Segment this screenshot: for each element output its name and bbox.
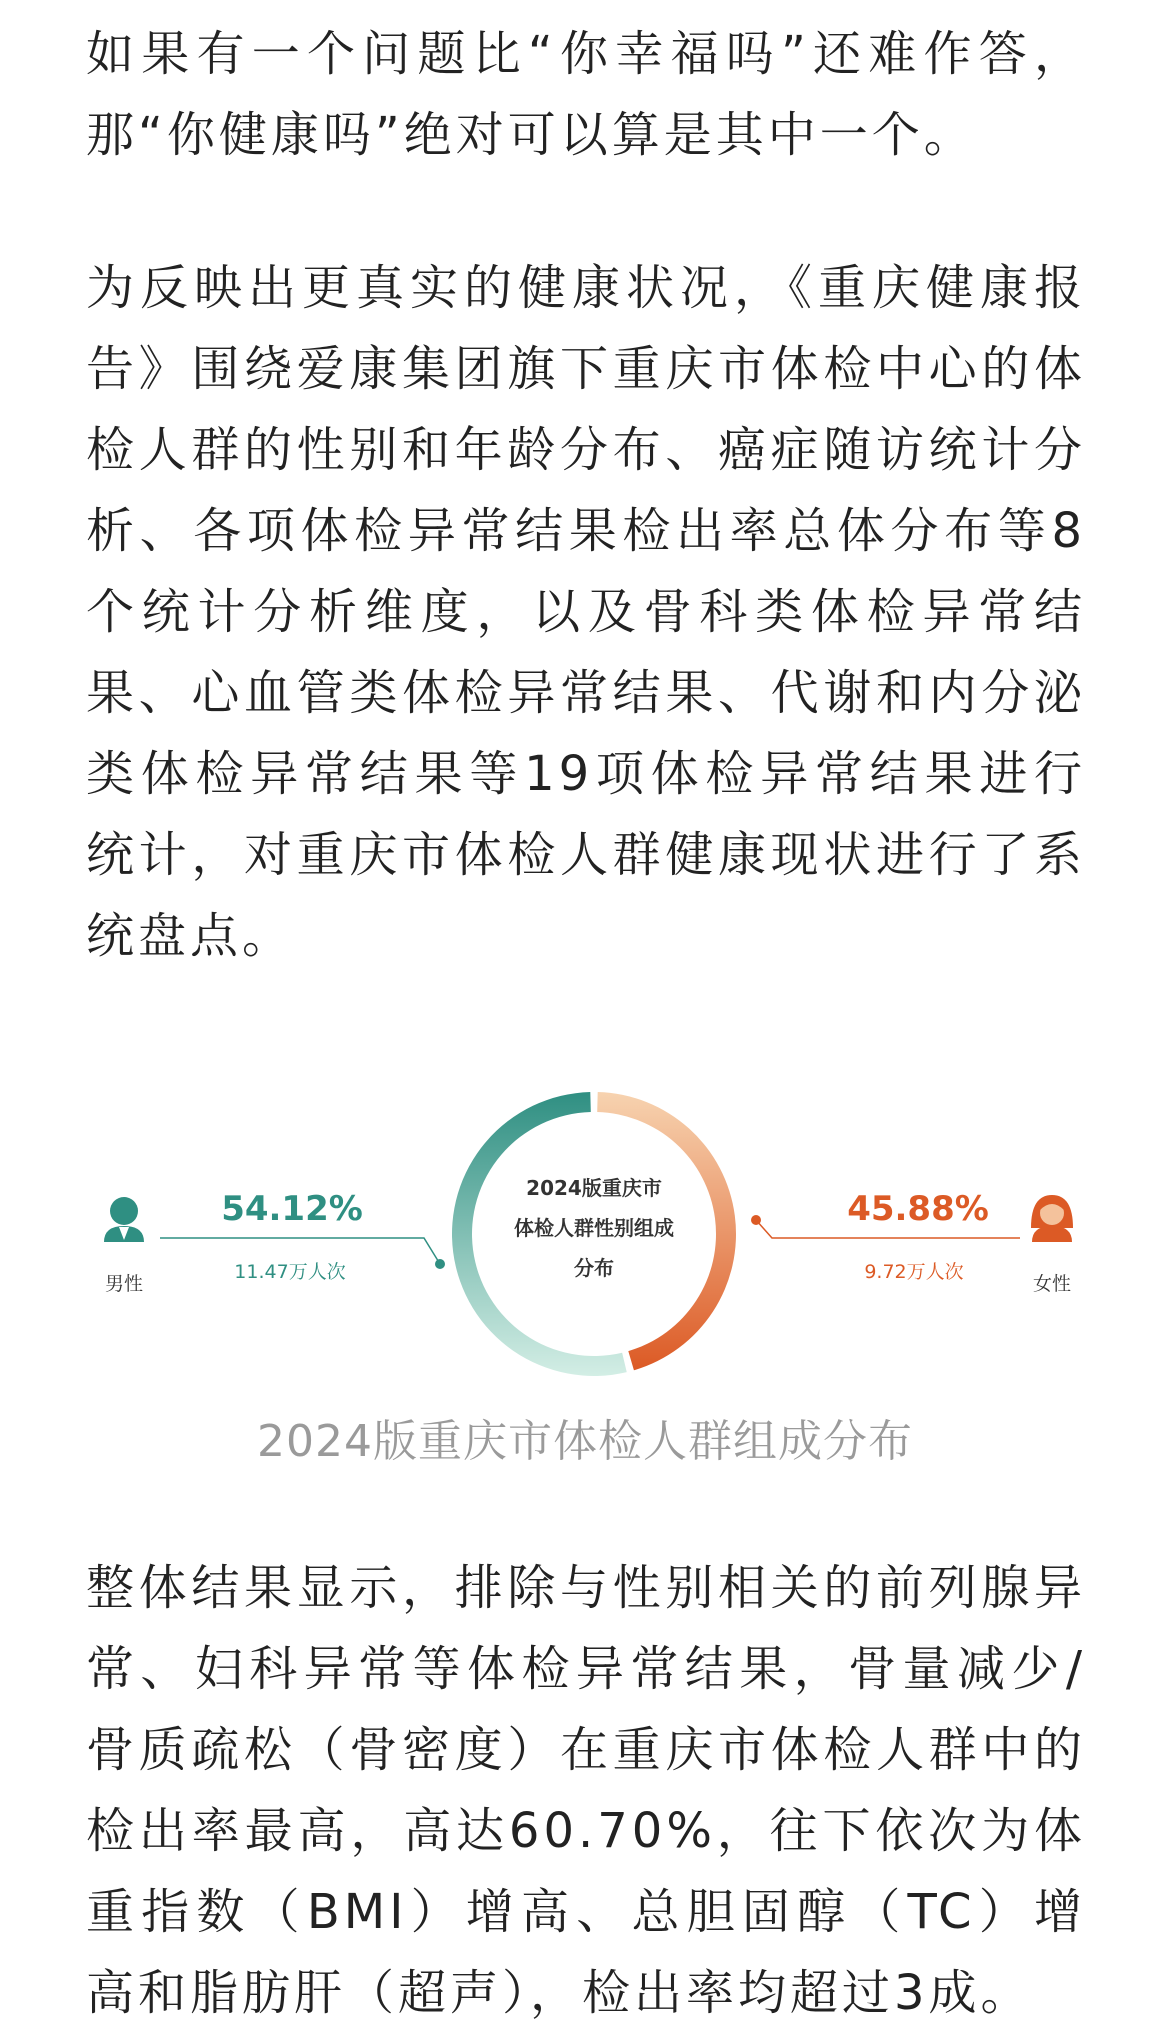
female-leader-dot	[751, 1215, 761, 1225]
male-percent-label: 54.12%	[221, 1189, 363, 1229]
female-percent-label: 45.88%	[847, 1189, 989, 1229]
gender-distribution-figure	[0, 1060, 1170, 1400]
male-legend-label: 男性	[104, 1273, 144, 1295]
figure-caption: 2024版重庆市体检人群组成分布	[257, 1416, 913, 1467]
chart-title-line-2: 体检人群性别组成	[514, 1216, 674, 1240]
report-description-paragraph: 为反映出更真实的健康状况，《重庆健康报告》围绕爱康集团旗下重庆市体检中心的体检人群的性别和年龄分布、癌症随访统计分析、各项体检异常结果检出率总体分布等8个统计分析维度，以及骨科类体检异常结果、心血管类体检异常结果、代谢和内分泌类体检异常结果等19项体检异常结果进行统计，对重庆市体检人群健康现状进行了系统盘点。	[86, 260, 1086, 964]
chart-title-line-3: 分布	[574, 1256, 614, 1280]
female-count-label: 9.72万人次	[864, 1261, 964, 1283]
male-count-label: 11.47万人次	[234, 1261, 346, 1283]
results-paragraph: 整体结果显示，排除与性别相关的前列腺异常、妇科异常等体检异常结果，骨量减少/骨质疏松（骨密度）在重庆市体检人群中的检出率最高，高达60.70%，往下依次为体重指数（BMI）增高、总胆固醇（TC）增高和脂肪肝（超声），检出率均超过3成。	[86, 1560, 1086, 2021]
chart-title-line-1: 2024版重庆市	[526, 1176, 662, 1200]
male-leader-dot	[435, 1259, 445, 1269]
female-legend-label: 女性	[1032, 1273, 1072, 1295]
gender-distribution-chart	[0, 1060, 1170, 1400]
male-avatar-icon	[104, 1197, 144, 1242]
intro-paragraph: 如果有一个问题比“你幸福吗”还难作答，那“你健康吗”绝对可以算是其中一个。	[86, 26, 1086, 163]
female-avatar-icon	[1031, 1195, 1073, 1242]
